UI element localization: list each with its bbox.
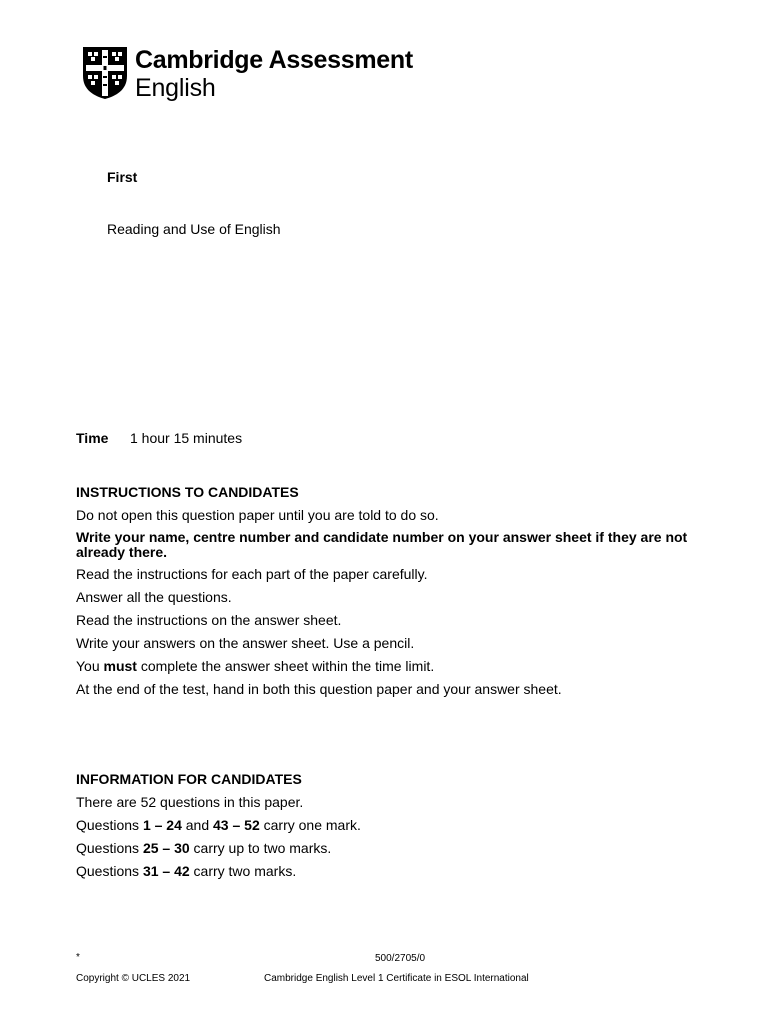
instruction-line: Write your name, centre number and candidate number on your answer sheet if they are not already there. — [76, 529, 688, 560]
brand-name-line2: English — [135, 74, 216, 102]
footer-mark: * — [76, 952, 80, 963]
exam-level: First — [107, 169, 138, 185]
time-label: Time — [76, 430, 109, 446]
paper-title: Reading and Use of English — [107, 221, 281, 237]
information-heading: INFORMATION FOR CANDIDATES — [76, 771, 302, 787]
information-line: Questions 25 – 30 carry up to two marks. — [76, 840, 332, 856]
must-emphasis: must — [103, 658, 137, 674]
paper-code: 500/2705/0 — [375, 953, 426, 964]
instruction-line: Do not open this question paper until you are told to do so. — [76, 507, 439, 523]
information-line: There are 52 questions in this paper. — [76, 794, 304, 810]
cambridge-logo — [82, 44, 412, 104]
instructions-heading: INSTRUCTIONS TO CANDIDATES — [76, 484, 299, 500]
certificate-name: Cambridge English Level 1 Certificate in ESOL International — [264, 973, 529, 984]
time-value: 1 hour 15 minutes — [130, 430, 243, 446]
instruction-line: Write your answers on the answer sheet. Use a pencil. — [76, 635, 415, 651]
instruction-line: Read the instructions for each part of the paper carefully. — [76, 566, 428, 582]
information-line: Questions 1 – 24 and 43 – 52 carry one mark. — [76, 817, 361, 833]
instructions-section — [76, 484, 696, 704]
instruction-line: You must complete the answer sheet within the time limit. — [76, 658, 435, 674]
information-line: Questions 31 – 42 carry two marks. — [76, 863, 297, 879]
instruction-line: Read the instructions on the answer sheet. — [76, 612, 342, 628]
instruction-line: At the end of the test, hand in both this question paper and your answer sheet. — [76, 681, 562, 697]
copyright: Copyright © UCLES 2021 — [76, 973, 191, 984]
information-section — [76, 771, 696, 886]
brand-name-line1: Cambridge Assessment — [135, 46, 413, 74]
instruction-line: Answer all the questions. — [76, 589, 232, 605]
university-shield-icon — [82, 46, 128, 100]
